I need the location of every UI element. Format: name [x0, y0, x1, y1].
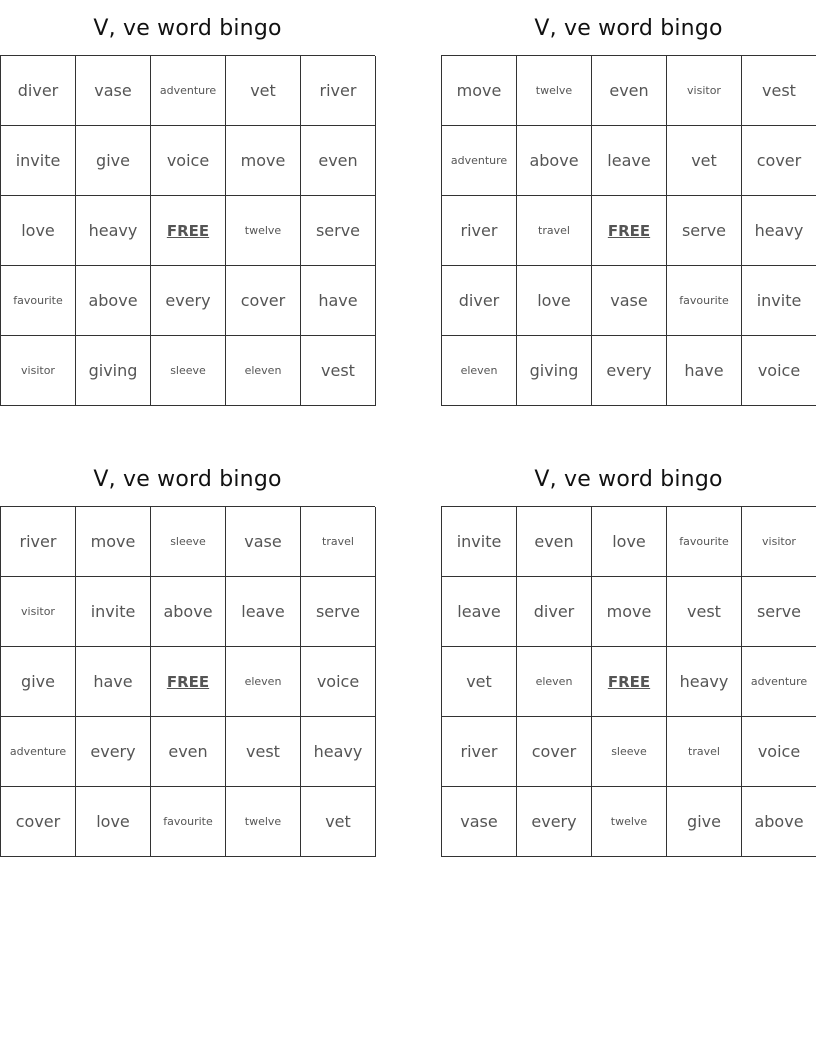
bingo-cell: vase: [76, 56, 151, 126]
bingo-cell: adventure: [1, 717, 76, 787]
bingo-cell: even: [151, 717, 226, 787]
bingo-cell: vase: [442, 787, 517, 857]
bingo-cell: heavy: [667, 647, 742, 717]
bingo-cell: voice: [742, 717, 816, 787]
bingo-cell: adventure: [151, 56, 226, 126]
bingo-grid: [441, 55, 816, 406]
bingo-cell: visitor: [1, 577, 76, 647]
bingo-cell: give: [1, 647, 76, 717]
bingo-cell: eleven: [517, 647, 592, 717]
bingo-cell: cover: [517, 717, 592, 787]
bingo-cell: vet: [667, 126, 742, 196]
bingo-cell: give: [76, 126, 151, 196]
bingo-cell: sleeve: [592, 717, 667, 787]
bingo-cell: love: [592, 507, 667, 577]
bingo-cell: every: [592, 336, 667, 406]
bingo-cell: giving: [517, 336, 592, 406]
bingo-cell: have: [76, 647, 151, 717]
bingo-cell: voice: [151, 126, 226, 196]
bingo-cell: move: [76, 507, 151, 577]
bingo-cell: invite: [1, 126, 76, 196]
bingo-cell: even: [592, 56, 667, 126]
bingo-cell: vet: [301, 787, 376, 857]
bingo-cell: above: [517, 126, 592, 196]
bingo-cell: serve: [667, 196, 742, 266]
bingo-cell: cover: [742, 126, 816, 196]
bingo-cell: serve: [301, 196, 376, 266]
bingo-cell: move: [226, 126, 301, 196]
bingo-cell: even: [301, 126, 376, 196]
bingo-cell: invite: [76, 577, 151, 647]
bingo-cell: give: [667, 787, 742, 857]
bingo-cell: vase: [226, 507, 301, 577]
bingo-grid: [0, 55, 375, 406]
card-title: V, ve word bingo: [93, 16, 282, 41]
bingo-cell: have: [667, 336, 742, 406]
bingo-cell: cover: [226, 266, 301, 336]
bingo-cell: vest: [667, 577, 742, 647]
bingo-cell: leave: [592, 126, 667, 196]
bingo-cell: diver: [1, 56, 76, 126]
bingo-cell: voice: [742, 336, 816, 406]
bingo-cell: travel: [301, 507, 376, 577]
bingo-cell: diver: [442, 266, 517, 336]
bingo-cell: vest: [301, 336, 376, 406]
bingo-cell: adventure: [442, 126, 517, 196]
card-title: V, ve word bingo: [534, 16, 723, 41]
bingo-cell: twelve: [226, 787, 301, 857]
bingo-cell: twelve: [517, 56, 592, 126]
bingo-grid: [441, 506, 816, 857]
bingo-cell: every: [76, 717, 151, 787]
bingo-cell: every: [517, 787, 592, 857]
bingo-card-4: [441, 451, 816, 857]
bingo-cell: leave: [442, 577, 517, 647]
bingo-card-3: [0, 451, 375, 857]
bingo-cell: twelve: [226, 196, 301, 266]
free-cell: FREE: [151, 196, 226, 266]
bingo-cell: favourite: [1, 266, 76, 336]
bingo-cell: vest: [226, 717, 301, 787]
bingo-cell: voice: [301, 647, 376, 717]
bingo-cell: vest: [742, 56, 816, 126]
bingo-cell: invite: [442, 507, 517, 577]
bingo-cell: leave: [226, 577, 301, 647]
bingo-cell: above: [151, 577, 226, 647]
bingo-cell: love: [76, 787, 151, 857]
bingo-cell: river: [442, 196, 517, 266]
bingo-cell: sleeve: [151, 507, 226, 577]
bingo-cell: favourite: [667, 266, 742, 336]
bingo-cell: eleven: [442, 336, 517, 406]
bingo-cell: vet: [442, 647, 517, 717]
bingo-cell: giving: [76, 336, 151, 406]
bingo-cell: river: [442, 717, 517, 787]
free-cell: FREE: [592, 647, 667, 717]
bingo-cell: love: [517, 266, 592, 336]
bingo-cell: eleven: [226, 647, 301, 717]
free-cell: FREE: [151, 647, 226, 717]
bingo-cell: move: [442, 56, 517, 126]
bingo-cell: vet: [226, 56, 301, 126]
card-title: V, ve word bingo: [93, 467, 282, 492]
bingo-cell: visitor: [667, 56, 742, 126]
bingo-cell: serve: [301, 577, 376, 647]
bingo-cell: travel: [667, 717, 742, 787]
bingo-cell: above: [76, 266, 151, 336]
bingo-cell: heavy: [76, 196, 151, 266]
bingo-card-1: [0, 0, 375, 406]
bingo-cell: river: [301, 56, 376, 126]
bingo-cell: favourite: [667, 507, 742, 577]
bingo-cell: travel: [517, 196, 592, 266]
bingo-cell: heavy: [301, 717, 376, 787]
bingo-cell: adventure: [742, 647, 816, 717]
bingo-card-2: [441, 0, 816, 406]
bingo-cell: have: [301, 266, 376, 336]
bingo-cell: serve: [742, 577, 816, 647]
bingo-cell: river: [1, 507, 76, 577]
bingo-cell: love: [1, 196, 76, 266]
bingo-cell: cover: [1, 787, 76, 857]
bingo-cell: visitor: [742, 507, 816, 577]
free-cell: FREE: [592, 196, 667, 266]
bingo-cell: heavy: [742, 196, 816, 266]
bingo-cell: move: [592, 577, 667, 647]
bingo-cell: twelve: [592, 787, 667, 857]
bingo-cell: favourite: [151, 787, 226, 857]
bingo-cell: every: [151, 266, 226, 336]
bingo-cell: vase: [592, 266, 667, 336]
bingo-cell: invite: [742, 266, 816, 336]
bingo-grid: [0, 506, 375, 857]
bingo-cell: even: [517, 507, 592, 577]
bingo-cell: eleven: [226, 336, 301, 406]
bingo-cell: above: [742, 787, 816, 857]
bingo-cell: visitor: [1, 336, 76, 406]
card-title: V, ve word bingo: [534, 467, 723, 492]
bingo-cell: diver: [517, 577, 592, 647]
bingo-cell: sleeve: [151, 336, 226, 406]
